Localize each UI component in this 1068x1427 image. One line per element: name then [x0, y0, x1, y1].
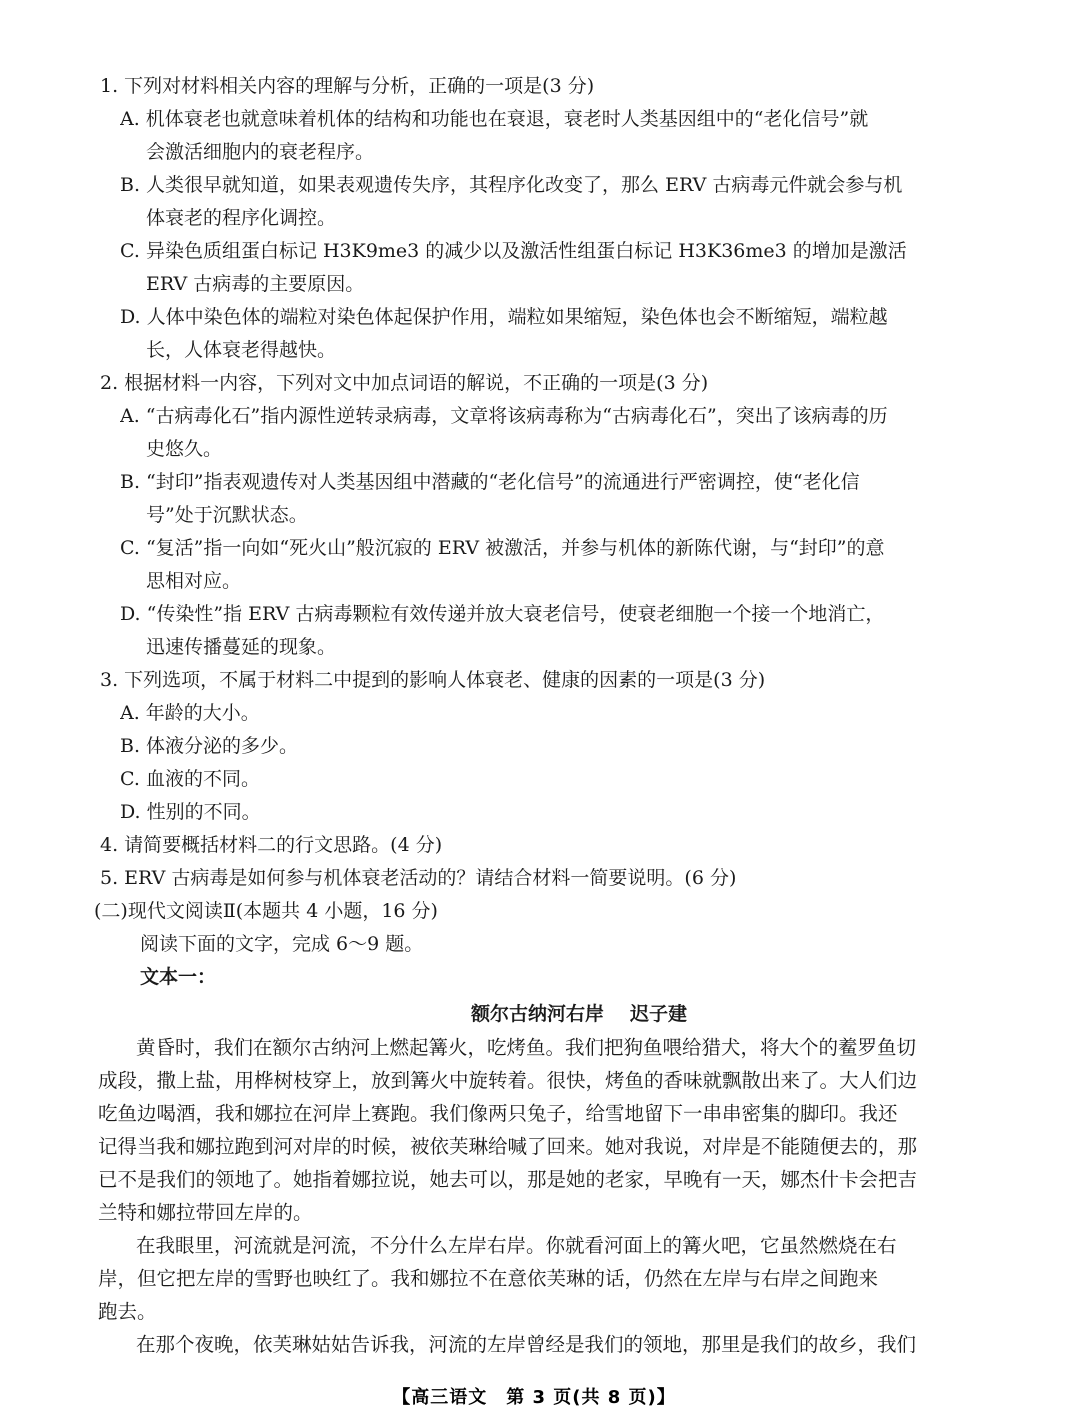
q3-stem: 3. 下列选项，不属于材料二中提到的影响人体衰老、健康的因素的一项是(3 分): [100, 669, 766, 691]
paragraph-1-line-5: 已不是我们的领地了。她指着娜拉说，她去可以，那是她的老家，早晚有一天，娜杰什卡会把吉: [98, 1168, 918, 1191]
q4-stem: 4. 请简要概括材料二的行文思路。(4 分): [100, 834, 443, 856]
q2-option-a: A. “古病毒化石”指内源性逆转录病毒，文章将该病毒称为“古病毒化石”，突出了该病毒的历: [120, 405, 888, 427]
q2-option-d: D. “传染性”指 ERV 古病毒颗粒有效传递并放大衰老信号，使衰老细胞一个接一个地消亡，: [120, 603, 885, 625]
q1-option-a-cont: 会激活细胞内的衰老程序。: [146, 141, 375, 163]
article-body: [100, 1031, 998, 1361]
article-heading: [100, 998, 998, 1031]
q2-option-a-cont: 史悠久。: [146, 438, 223, 460]
q1-option-a: A. 机体衰老也就意味着机体的结构和功能也在衰退，衰老时人类基因组中的“老化信号”就: [120, 108, 869, 130]
q1-stem: 1. 下列对材料相关内容的理解与分析，正确的一项是(3 分): [100, 75, 595, 97]
text-label: 文本一：: [140, 966, 217, 988]
page-footer: 【高三语文 第 3 页(共 8 页)】: [392, 1387, 676, 1408]
paragraph-2-line-1: 在我眼里，河流就是河流，不分什么左岸右岸。你就看河面上的篝火吧，它虽然燃烧在右: [136, 1234, 897, 1257]
q3-option-a: A. 年龄的大小。: [120, 702, 260, 724]
q2-option-b: B. “封印”指表观遗传对人类基因组中潜藏的“老化信号”的流通进行严密调控，使“老化信: [120, 471, 860, 493]
article-author: 迟子建: [630, 1003, 688, 1025]
q5-stem: 5. ERV 古病毒是如何参与机体衰老活动的？请结合材料一简要说明。(6 分): [100, 867, 737, 889]
q3-option-d: D. 性别的不同。: [120, 801, 261, 823]
q1-option-c-cont: ERV 古病毒的主要原因。: [146, 273, 365, 295]
q1-option-c: C. 异染色质组蛋白标记 H3K9me3 的减少以及激活性组蛋白标记 H3K36me3 的增加是激活: [120, 240, 907, 262]
q3-option-b: B. 体液分泌的多少。: [120, 735, 299, 757]
q2-option-b-cont: 号”处于沉默状态。: [146, 504, 308, 526]
q2-option-c: C. “复活”指一向如“死火山”般沉寂的 ERV 被激活，并参与机体的新陈代谢，与“封印”的意: [120, 537, 885, 559]
q3-option-c: C. 血液的不同。: [120, 768, 260, 790]
paragraph-2-line-3: 跑去。: [98, 1300, 157, 1323]
q1-option-d-cont: 长，人体衰老得越快。: [146, 339, 337, 361]
reading-instruction: 阅读下面的文字，完成 6～9 题。: [140, 933, 424, 955]
q1-option-b: B. 人类很早就知道，如果表观遗传失序，其程序化改变了，那么 ERV 古病毒元件就会参与机: [120, 174, 903, 196]
paragraph-2-line-2: 岸，但它把左岸的雪野也映红了。我和娜拉不在意依芙琳的话，仍然在左岸与右岸之间跑来: [98, 1267, 879, 1290]
paragraph-1-line-2: 成段，撒上盐，用桦树枝穿上，放到篝火中旋转着。很快，烤鱼的香味就飘散出来了。大人们边: [98, 1069, 918, 1092]
paragraph-3-line-1: 在那个夜晚，依芙琳姑姑告诉我，河流的左岸曾经是我们的领地，那里是我们的故乡，我们: [136, 1333, 917, 1356]
paragraph-1-line-3: 吃鱼边喝酒，我和娜拉在河岸上赛跑。我们像两只兔子，给雪地留下一串串密集的脚印。我还: [98, 1102, 898, 1125]
paragraph-1-line-4: 记得当我和娜拉跑到河对岸的时候，被依芙琳给喊了回来。她对我说，对岸是不能随便去的，那: [98, 1135, 918, 1158]
section-heading: (二)现代文阅读Ⅱ(本题共 4 小题，16 分): [94, 900, 438, 922]
q1-option-d: D. 人体中染色体的端粒对染色体起保护作用，端粒如果缩短，染色体也会不断缩短，端粒越: [120, 306, 888, 328]
article-title: 额尔古纳河右岸: [470, 1003, 604, 1025]
paragraph-1-line-1: 黄昏时，我们在额尔古纳河上燃起篝火，吃烤鱼。我们把狗鱼喂给猎犬，将大个的鲝罗鱼切: [136, 1036, 917, 1059]
paragraph-1-line-6: 兰特和娜拉带回左岸的。: [98, 1201, 313, 1224]
q2-option-d-cont: 迅速传播蔓延的现象。: [146, 636, 337, 658]
q2-option-c-cont: 思相对应。: [146, 570, 242, 592]
q1-option-b-cont: 体衰老的程序化调控。: [146, 207, 337, 229]
q2-stem: 2. 根据材料一内容，下列对文中加点词语的解说，不正确的一项是(3 分): [100, 372, 709, 394]
